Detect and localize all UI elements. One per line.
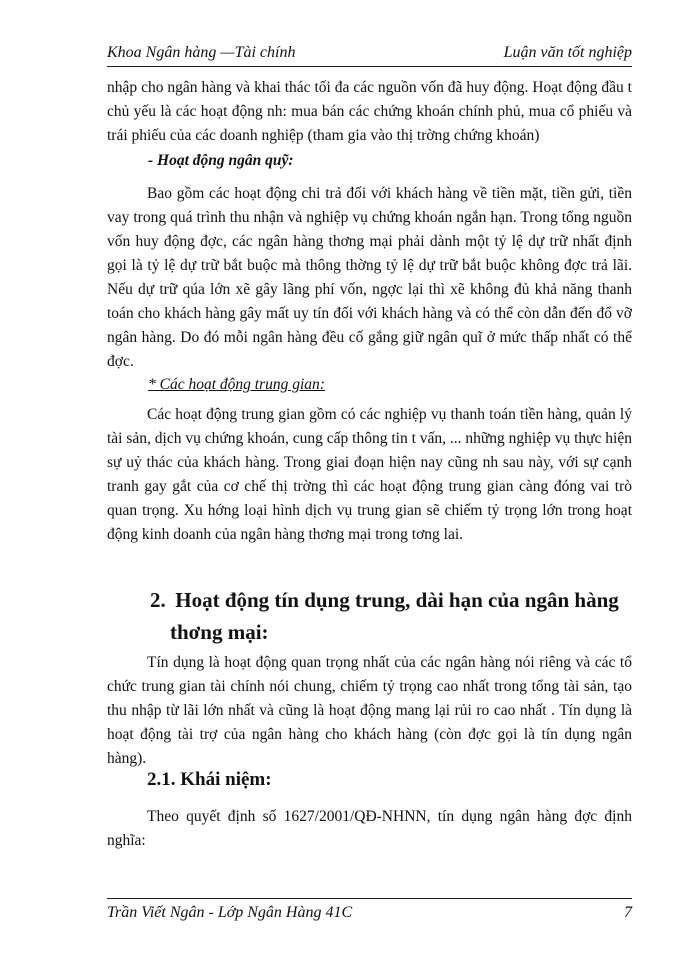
page-number: 7 (624, 904, 632, 921)
paragraph-text: Bao gồm các hoạt động chi trả đối với khách hàng về tiền mặt, tiền gửi, tiền vay trong quá trình thu nhận và nghiệp vụ chứng khoán ngắn hạn. Trong tổng nguồn vốn huy động đợc, các ngân hàng thơng mại phải dành một tỷ lệ dự trữ nhất định gọi là tỷ lệ dự trữ bắt buộc mà thông thờng tỷ lệ dự trữ bắt buộc không đợc trả lãi. Nếu dự trữ qúa lớn xẽ gây lãng phí vốn, ngợc lại thì xẽ không đủ khả năng thanh toán cho khách hàng gây mất uy tín đối với khách hàng và có thể còn dẫn đến đổ vỡ ngân hàng. Do đó mỗi ngân hàng đều cố gắng giữ ngân quĩ ở mức thấp nhất có thể đợc. (107, 185, 632, 370)
header-doc-type: Luận văn tốt nghiệp (503, 44, 632, 61)
paragraph-credit (107, 651, 632, 771)
page-footer (107, 898, 632, 925)
page-header (107, 40, 632, 67)
section-heading-2 (150, 584, 635, 648)
subsection-heading-2-1: 2.1. Khái niệm: (147, 769, 272, 790)
section-title-line1: Hoạt động tín dụng trung, dài hạn của ngân hàng (175, 588, 619, 612)
paragraph-text: Tín dụng là hoạt động quan trọng nhất của các ngân hàng nói riêng và các tổ chức trung gian tài chính nói chung, chiếm tỷ trọng cao nhất trong tổng tài sản, tạo thu nhập từ lãi lớn nhất và cũng là hoạt động mang lại rủi ro cao nhất . Tín dụng là hoạt động tài trợ của ngân hàng cho khách hàng (còn đợc gọi là tín dụng ngân hàng). (107, 654, 632, 767)
paragraph-text: Theo quyết định số 1627/2001/QĐ-NHNN, tín dụng ngân hàng đợc định nghĩa: (107, 808, 632, 849)
bullet-heading-treasury: - Hoạt động ngân quỹ: (148, 152, 294, 169)
section-title-line2: thơng mại: (170, 620, 269, 644)
paragraph-intermediary (107, 403, 632, 547)
paragraph-definition (107, 805, 632, 853)
header-faculty: Khoa Ngân hàng —Tài chính (107, 44, 296, 61)
paragraph-investment (107, 76, 632, 148)
sub-heading-intermediary: * Các hoạt động trung gian: (148, 376, 325, 393)
paragraph-treasury (107, 182, 632, 374)
paragraph-text: nhập cho ngân hàng và khai thác tối đa các nguồn vốn đã huy động. Hoạt động đầu t chủ yếu là các hoạt động nh: mua bán các chứng khoán chính phủ, mua cổ phiếu và trái phiếu của các doanh nghiệp (tham gia vào thị trờng chứng khoán) (107, 79, 632, 144)
paragraph-text: Các hoạt động trung gian gồm có các nghiệp vụ thanh toán tiền hàng, quản lý tài sản, dịch vụ chứng khoán, cung cấp thông tin t vấn, ... những nghiệp vụ thực hiện sự uỷ thác của khách hàng. Trong giai đoạn hiện nay cũng nh sau này, với sự cạnh tranh gay gắt của cơ chế thị trờng thì các hoạt động trung gian càng đóng vai trò quan trọng. Xu hớng loại hình dịch vụ trung gian sẽ chiếm tỷ trọng lớn trong hoạt động kinh doanh của ngân hàng thơng mại trong tơng lai. (107, 406, 632, 543)
section-number: 2. (150, 588, 166, 612)
footer-author: Trần Viết Ngân - Lớp Ngân Hàng 41C (107, 904, 353, 921)
